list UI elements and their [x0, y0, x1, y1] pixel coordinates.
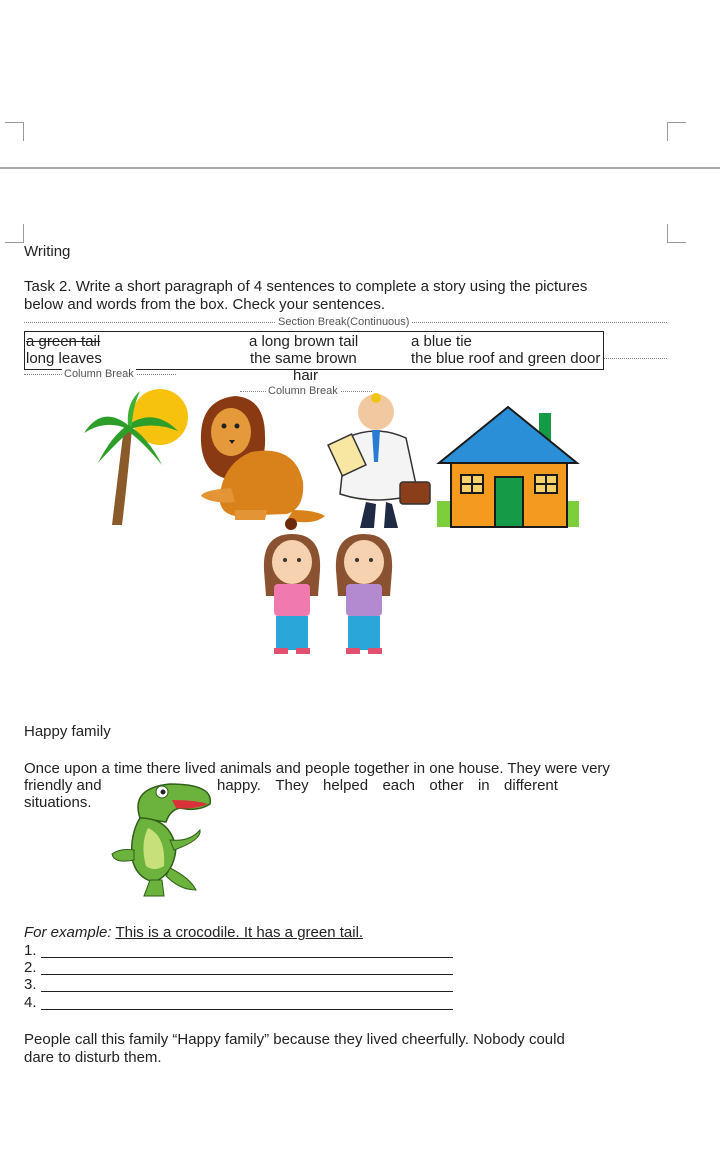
answer-line-2[interactable]: [41, 974, 453, 975]
story-word: different: [504, 777, 558, 794]
answer-line-4[interactable]: [41, 1009, 453, 1010]
story-title: Happy family: [24, 723, 111, 740]
task-line-1: [24, 278, 587, 295]
column-break-marker-1: Column Break: [64, 368, 134, 380]
answer-number-1: 1.: [24, 942, 37, 959]
task-label: Task 2.: [24, 278, 72, 295]
column-break-marker-2: Column Break: [268, 385, 338, 397]
heading-writing: Writing: [24, 243, 71, 260]
lion-image: [195, 392, 330, 532]
palm-tree-sun-image: [82, 385, 194, 530]
doctor-image: [330, 390, 435, 532]
task-text: Write a short paragraph of 4 sentences to complete a story using the pictures: [71, 278, 588, 295]
story-word: They: [275, 777, 309, 794]
story-word: happy.: [217, 777, 261, 794]
story-word: in: [477, 777, 490, 794]
twin-girls-image: [256, 530, 402, 658]
girl-right: [336, 534, 392, 654]
word-same-brown: the same brown: [250, 350, 357, 367]
crop-mark-top-right: [667, 122, 686, 141]
answer-number-2: 2.: [24, 959, 37, 976]
word-hair: hair: [293, 367, 319, 384]
word-roof-door: the blue roof and green door: [411, 350, 601, 367]
answer-number-3: 3.: [24, 976, 37, 993]
answer-line-3[interactable]: [41, 991, 453, 992]
word-blue-tie: a blue tie: [411, 333, 472, 350]
page-separator: [0, 167, 720, 169]
section-break-marker: Section Break(Continuous): [278, 316, 410, 328]
answer-line-1[interactable]: [41, 957, 453, 958]
story-word: other: [429, 777, 464, 794]
crop-mark-bottom-left-2: [5, 224, 24, 243]
closing-line-1: People call this family “Happy family” because they lived cheerfully. Nobody could: [24, 1031, 565, 1048]
example-label: For example:: [24, 924, 112, 941]
story-line-1: Once upon a time there lived animals and people together in one house. They were very: [24, 760, 610, 777]
answer-number-4: 4.: [24, 994, 37, 1011]
girl-left: [264, 534, 320, 654]
box-right-dots: [604, 358, 667, 359]
story-line-2-left: friendly and: [24, 777, 102, 794]
crop-mark-top-left: [5, 122, 24, 141]
story-word: helped: [323, 777, 369, 794]
house-door: [495, 477, 523, 527]
word-green-tail: a green tail: [26, 333, 101, 350]
house-roof: [439, 407, 577, 463]
crop-mark-bottom-right-2: [667, 224, 686, 243]
example-sentence: This is a crocodile. It has a green tail.: [115, 924, 364, 941]
task-line-2: below and words from the box. Check your sentences.: [24, 296, 386, 313]
story-line-2-right: [217, 777, 558, 794]
story-word: each: [382, 777, 415, 794]
word-long-brown-tail: a long brown tail: [249, 333, 359, 350]
house-image: [437, 405, 579, 533]
example-line: [24, 924, 363, 941]
story-line-3: situations.: [24, 794, 92, 811]
crocodile-image: [110, 778, 218, 898]
word-long-leaves: long leaves: [26, 350, 102, 367]
doctor-bag: [400, 482, 430, 504]
closing-line-2: dare to disturb them.: [24, 1049, 162, 1066]
